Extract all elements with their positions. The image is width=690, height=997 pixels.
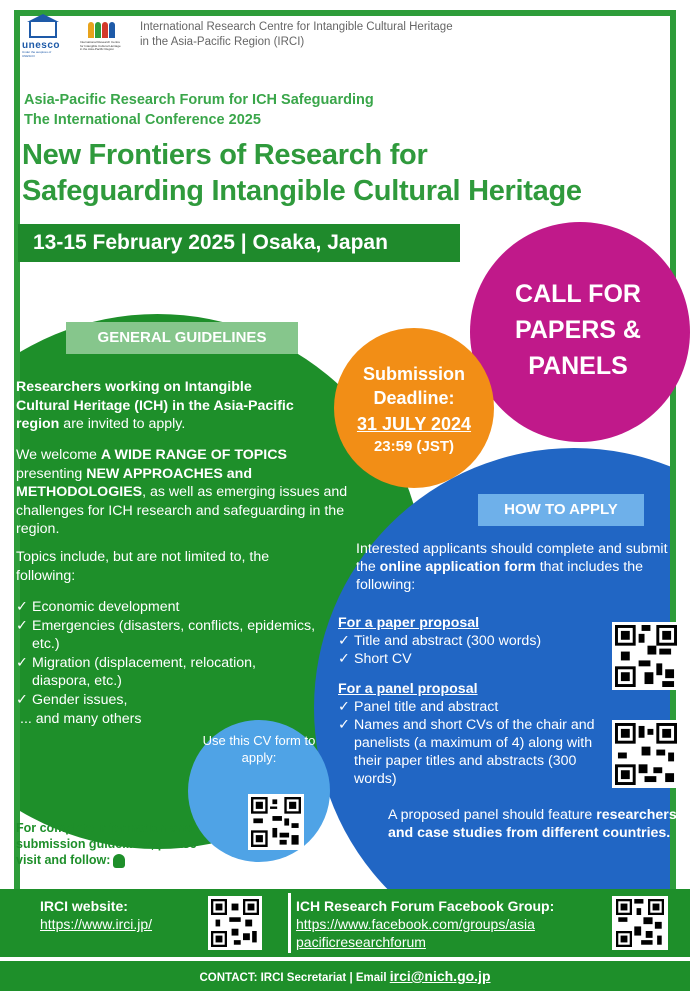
list-item: ✓ Emergencies (disasters, conflicts, epidemics, etc.) [16,617,316,652]
unesco-tagline: Under the auspices of UNESCO [22,50,52,58]
deadline-time: 23:59 (JST) [373,438,455,455]
welcome-text: We welcome A WIDE RANGE OF TOPICS presenting NEW APPROACHES and METHODOLOGIES, as well as emerging issues and challenges for ICH research and safeguarding in the region. [16,447,348,537]
cv-form-text: Use this CV form to apply: [202,733,316,765]
check-icon: ✓ [16,654,28,671]
list-item: ✓ Economic development [16,599,180,615]
panel-proposal-heading: For a panel proposal [338,681,478,697]
forum-subtitle: Asia-Pacific Research Forum for ICH Safeguarding The International Conference 2025 [24,92,374,128]
irci-logo [80,22,122,66]
call-for-papers-heading: CALL FOR PAPERS & PANELS [515,280,641,380]
deadline-date: 31 JULY 2024 [356,414,472,434]
paper-qr-code-icon[interactable] [612,622,680,690]
application-intro: Interested applicants should complete and submit the online application form that includes the following: [356,541,668,593]
irci-website-link[interactable]: https://www.irci.jp/ [40,916,153,932]
irci-website: IRCI website: https://www.irci.jp/ [40,898,153,932]
panel-qr-code-icon[interactable] [612,720,680,788]
facebook-group: ICH Research Forum Facebook Group: https://www.facebook.com/groups/asia pacificresearchforum [296,897,596,951]
footer-divider [288,893,291,953]
check-icon: ✓ [338,633,350,649]
check-icon: ✓ [16,617,28,634]
list-item: ✓ Migration (displacement, relocation, diaspora, etc.) [16,654,256,689]
logo-group [22,18,132,68]
unesco-logo [22,22,64,62]
cv-qr-code-icon[interactable] [248,794,304,850]
list-item: ✓ Names and short CVs of the chair and panelists (a maximum of 4) along with their paper titles and abstracts (300 words) [338,717,595,787]
contact-email-link[interactable]: irci@nich.go.jp [389,968,491,984]
submission-deadline: Submission Deadline: 31 JULY 2024 23:59 (JST) [334,362,494,458]
list-item: ✓ Short CV [338,651,412,667]
more-topics: ... and many others [20,711,142,727]
topics-intro: Topics include, but are not limited to, the following: [16,549,270,584]
unesco-wordmark: unesco [22,40,61,51]
check-icon: ✓ [338,699,350,715]
panel-note: A proposed panel should feature researchers and case studies from different countries. [388,807,677,841]
list-item: ✓ Panel title and abstract [338,699,499,715]
figures-icon [80,22,122,38]
date-location-banner: 13-15 February 2025 | Osaka, Japan [18,224,460,262]
organization-name: International Research Centre for Intangible Cultural Heritage in the Asia-Pacific Region (IRCI) [140,21,453,48]
eligibility-text: Researchers working on Intangible Cultural Heritage (ICH) in the Asia-Pacific region are invited to apply. [16,379,294,432]
general-guidelines-tag: GENERAL GUIDELINES [66,322,298,354]
how-to-apply-tag: HOW TO APPLY [478,494,644,526]
check-icon: ✓ [16,599,28,615]
check-icon: ✓ [338,717,350,733]
temple-icon [29,22,57,38]
topics-list [16,598,316,709]
irci-logo-caption: International Research Centre for Intangible Cultural Heritage in the Asia-Pacific Region [80,40,121,51]
irci-qr-code-icon[interactable] [208,896,262,950]
info-prompt: For complete information and submission guidelines, please visit and follow: [16,821,197,867]
list-item: ✓ Gender issues, [16,691,128,708]
contact-bar: CONTACT: IRCI Secretariat | Email irci@nich.go.jp [0,961,690,991]
paper-proposal-heading: For a paper proposal [338,615,480,631]
check-icon: ✓ [16,691,28,708]
pointing-hand-icon [113,854,125,868]
panel-proposal-section [338,680,598,788]
page-title: New Frontiers of Research for Safeguarding Intangible Cultural Heritage [22,139,582,207]
list-item: ✓ Title and abstract (300 words) [338,633,542,649]
facebook-group-link[interactable]: https://www.facebook.com/groups/asia pacificresearchforum [296,916,535,950]
facebook-qr-code-icon[interactable] [612,896,668,950]
paper-proposal-section [338,614,608,668]
check-icon: ✓ [338,651,350,667]
